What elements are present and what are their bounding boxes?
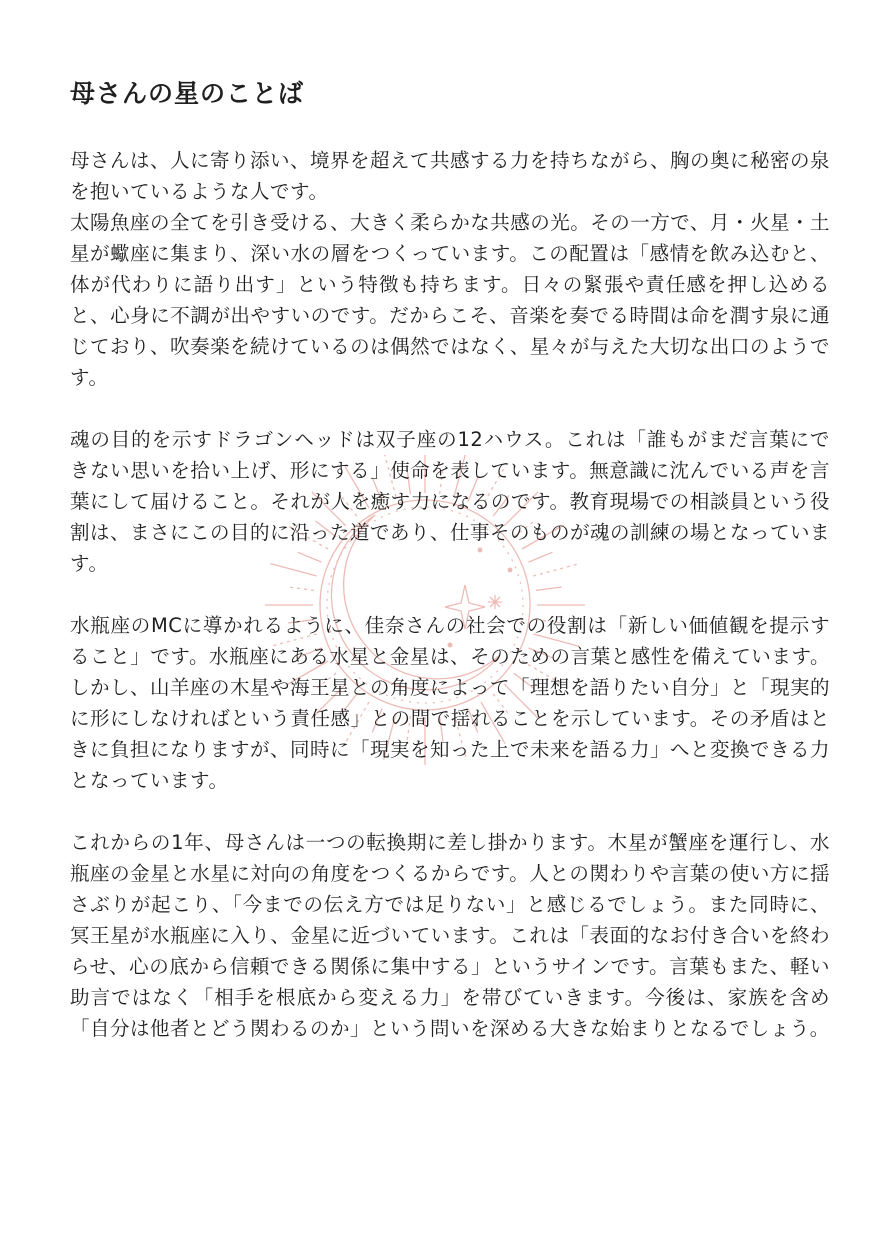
paragraph-text: 魂の目的を示すドラゴンヘッドは双子座の12ハウス。これは「誰もがまだ言葉にできない思いを拾い上げ、形にする」使命を表しています。無意識に沈んでいる声を言葉にして届けること。それが人を癒す力になるのです。教育現場での相談員という役割は、まさにこの目的に沿った道であり、仕事そのものが魂の訓練の場となっています。 <box>70 427 831 575</box>
page-title: 母さんの星のことば <box>70 79 305 108</box>
paragraph-text: これからの1年、母さんは一つの転換期に差し掛かります。木星が蟹座を運行し、水瓶座の金星と水星に対向の角度をつくるからです。人との関わりや言葉の使い方に揺さぶりが起こり、「今までの伝え方では足りない」と感じるでしょう。また同時に、冥王星が水瓶座に入り、金星に近づいています。これは「表面的なお付き合いを終わらせ、心の底から信頼できる関係に集中する」というサインです。言葉もまた、軽い助言ではなく「相手を根底から変える力」を帯びていきます。今後は、家族を含め「自分は他者とどう関わるのか」という問いを深める大きな始まりとなるでしょう。 <box>70 830 830 1040</box>
paragraph-intro <box>70 145 830 393</box>
paragraph-text: 太陽魚座の全てを引き受ける、大きく柔らかな共感の光。その一方で、月・火星・土星が蠍座に集まり、深い水の層をつくっています。この配置は「感情を飲み込むと、体が代わりに語り出す」という特徴も持ちます。日々の緊張や責任感を押し込めると、心身に不調が出やすいのです。だからこそ、音楽を奏でる時間は命を潤す泉に通じており、吹奏楽を続けているのは偶然ではなく、星々が与えた大切な出口のようです。 <box>70 210 830 389</box>
document-body <box>70 78 830 1075</box>
paragraph-future <box>70 827 830 1044</box>
paragraph-purpose <box>70 424 830 579</box>
paragraph-text: 母さんは、人に寄り添い、境界を超えて共感する力を持ちながら、胸の奥に秘密の泉を抱いているような人です。 <box>70 148 831 203</box>
paragraph-text: 水瓶座のMCに導かれるように、佳奈さんの社会での役割は「新しい価値観を提示すること」です。水瓶座にある水星と金星は、そのための言葉と感性を備えています。しかし、山羊座の木星や海王星との角度によって「理想を語りたい自分」と「現実的に形にしなければという責任感」との間で揺れることを示しています。その矛盾はときに負担になりますが、同時に「現実を知った上で未来を語る力」へと変換できる力となっています。 <box>70 613 831 792</box>
paragraph-role <box>70 610 830 796</box>
